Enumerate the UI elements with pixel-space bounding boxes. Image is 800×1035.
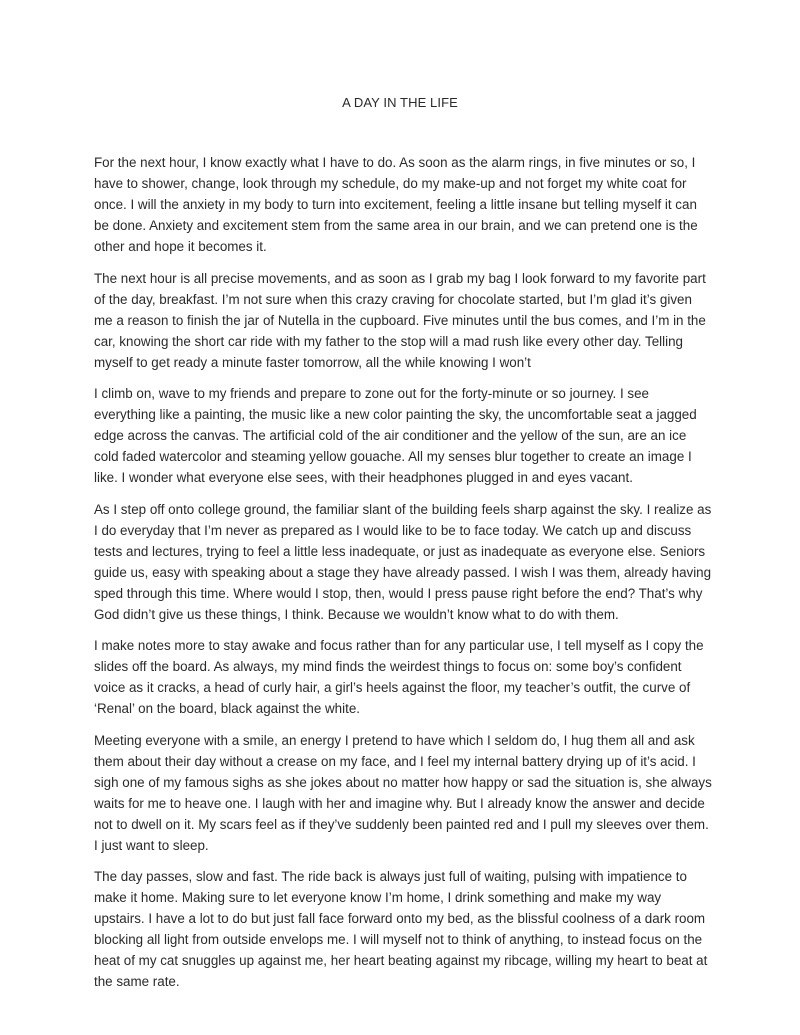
paragraph-7: The day passes, slow and fast. The ride back is always just full of waiting, pulsing with impatience to make it home. Making sure to let everyone know I’m home, I drink something and make my way upstairs. I have a lot to do but just fall face forward onto my bed, as the blissful coolness of a dark room blocking all light from outside envelops me. I will myself not to think of anything, to instead focus on the heat of my cat snuggles up against me, her heart beating against my ribcage, willing my heart to beat at the same rate. bbox=[94, 869, 708, 989]
paragraph-3: I climb on, wave to my friends and prepare to zone out for the forty-minute or so journey. I see everything like a painting, the music like a new color painting the sky, the uncomfortable seat a jagged edge across the canvas. The artificial cold of the air conditioner and the yellow of the sun, are an ice cold faded watercolor and steaming yellow gouache. All my senses blur together to create an image I like. I wonder what everyone else sees, with their headphones plugged in and eyes vacant. bbox=[94, 386, 697, 485]
document-title: A DAY IN THE LIFE bbox=[342, 95, 458, 110]
paragraph-6: Meeting everyone with a smile, an energy I pretend to have which I seldom do, I hug them all and ask them about their day without a crease on my face, and I feel my internal battery drying up of it’s acid. I sigh one of my famous sighs as she jokes about no matter how happy or sad the situation is, she always waits for me to heave one. I laugh with her and imagine why. But I already know the answer and decide not to dwell on it. My scars feel as if they’ve suddenly been painted red and I pull my sleeves over them. I just want to sleep. bbox=[94, 732, 712, 853]
paragraph-4: As I step off onto college ground, the familiar slant of the building feels sharp against the sky. I realize as I do everyday that I’m never as prepared as I would like to be to face today. We catch up and discuss tests and lectures, trying to feel a little less inadequate, or just as inadequate as everyone else. Seniors guide us, easy with speaking about a stage they have already passed. I wish I was them, already having sped through this time. Where would I stop, then, would I press pause right before the end? That’s why God didn’t give us these things, I think. Because we wouldn’t know what to do with them. bbox=[94, 501, 712, 622]
paragraph-2: The next hour is all precise movements, and as soon as I grab my bag I look forward to my favorite part of the day, breakfast. I’m not sure when this crazy craving for chocolate started, but I’m glad it’s given me a reason to finish the jar of Nutella in the cupboard. Five minutes until the bus comes, and I’m in the car, knowing the short car ride with my father to the stop will a mad rush like every other day. Telling myself to get ready a minute faster tomorrow, all the while knowing I won’t bbox=[94, 270, 706, 370]
paragraph-1: For the next hour, I know exactly what I have to do. As soon as the alarm rings, in five minutes or so, I have to shower, change, look through my schedule, do my make-up and not forget my white coat for once. I will the anxiety in my body to turn into excitement, feeling a little insane but telling myself it can be done. Anxiety and excitement stem from the same area in our brain, and we can pretend one is the other and hope it becomes it. bbox=[94, 155, 698, 254]
paragraph-5: I make notes more to stay awake and focus rather than for any particular use, I tell myself as I copy the slides off the board. As always, my mind finds the weirdest things to focus on: some boy’s confident voice as it cracks, a head of curly hair, a girl’s heels against the floor, my teacher’s outfit, the curve of ‘Renal’ on the board, black against the white. bbox=[94, 638, 704, 716]
document-body bbox=[94, 152, 714, 1003]
